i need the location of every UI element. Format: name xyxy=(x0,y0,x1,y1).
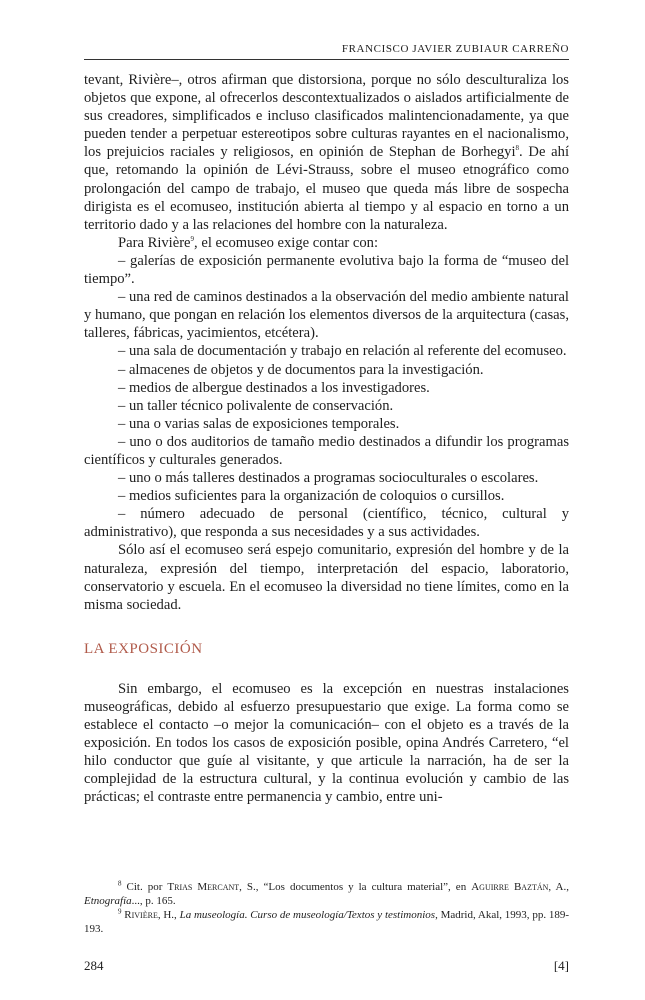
list-item: – almacenes de objetos y de documentos para la investigación. xyxy=(118,361,484,378)
page-number: 284 xyxy=(84,958,104,973)
footnotes xyxy=(84,880,569,936)
paragraph: Para Rivière$^9$, el ecomuseo exige contar con: xyxy=(118,234,379,251)
section-heading: LA EXPOSICIÓN xyxy=(84,640,203,657)
page-bracket: [4] xyxy=(553,958,569,973)
list-item: – un taller técnico polivalente de conservación. xyxy=(118,397,394,414)
footnote-8: $^8$ Cit. por Trias Mercant, S., “Los documentos y la cultura material”, en Aguirre Baztán, A., Etnografía..., p. 165. xyxy=(84,879,570,907)
footnote-ref-8[interactable]: 8 xyxy=(515,144,520,153)
paragraph: Sin embargo, el ecomuseo es la excepción en nuestras instalaciones museográficas, debido al esfuerzo presupuestario que exige. La forma como se establece el contacto –o mejor la comunicación– con el objeto es a través de la exposición. En todos los casos de exposición posible, opina Andrés Carretero, “el hilo conductor que guíe al visitante, y que articule la narración, ha de ser la complejidad de la estructura cultural, y la continua evolución y cambio de las prácticas; el contraste entre permanencia y cambio, entre uni- xyxy=(84,680,569,806)
footnote-ref-9[interactable]: 9 xyxy=(190,234,195,243)
list-item: – medios de albergue destinados a los investigadores. xyxy=(118,379,430,396)
list-item: – uno o más talleres destinados a programas socioculturales o escolares. xyxy=(118,470,539,487)
list-item: – una red de caminos destinados a la observación del medio ambiente natural y humano, que pongan en relación los elementos diversos de la arquitectura (casas, talleres, fábricas, yacimientos, etcétera). xyxy=(84,289,569,342)
list-item: – una sala de documentación y trabajo en relación al referente del ecomuseo. xyxy=(118,343,567,360)
list-item: – galerías de exposición permanente evolutiva bajo la forma de “museo del tiempo”. xyxy=(84,252,569,288)
body-text xyxy=(84,71,569,807)
list-item: – medios suficientes para la organización de coloquios o cursillos. xyxy=(118,488,505,505)
list-item: – uno o dos auditorios de tamaño medio destinados a difundir los programas científicos y culturales generados. xyxy=(84,433,569,468)
paragraph: Sólo así el ecomuseo será espejo comunitario, expresión del hombre y de la naturaleza, expresión del tiempo, interpretación del espacio, laboratorio, conservatorio y escuela. En el ecomuseo la diversidad no tiene límites, como en la misma sociedad. xyxy=(84,542,569,613)
list-item: – número adecuado de personal (científico, técnico, cultural y administrativo), que responda a sus necesidades y a sus actividades. xyxy=(84,506,569,541)
list-item: – una o varias salas de exposiciones temporales. xyxy=(118,415,400,432)
footnote-9: $^9$ Rivière, H., La museología. Curso de museología/Textos y testimonios, Madrid, Akal, 1993, pp. 189-193. xyxy=(84,907,570,935)
paragraph: tevant, Rivière–, otros afirman que distorsiona, porque no sólo desculturaliza los objetos que expone, al ofrecerlos descontextualizados o aislados artificialmente de sus creadores, simplificados e incluso clasificados malintencionadamente, ya que pueden tender a perpetuar estereotipos sobre culturas rayantes en el nacionalismo, los prejuicios raciales y religiosos, en opinión de Stephan de Borhegyi$^8$. De ahí que, retomando la opinión de Lévi-Strauss, sobre el museo etnográfico como prolongación del campo de trabajo, el museo que queda más libre de sospecha dirigista es el ecomuseo, institución abierta al tiempo y al espacio en torno a un territorio dado y a las relaciones del hombre con la naturaleza. xyxy=(84,72,569,233)
running-head: FRANCISCO JAVIER ZUBIAUR CARREÑO xyxy=(84,43,569,60)
